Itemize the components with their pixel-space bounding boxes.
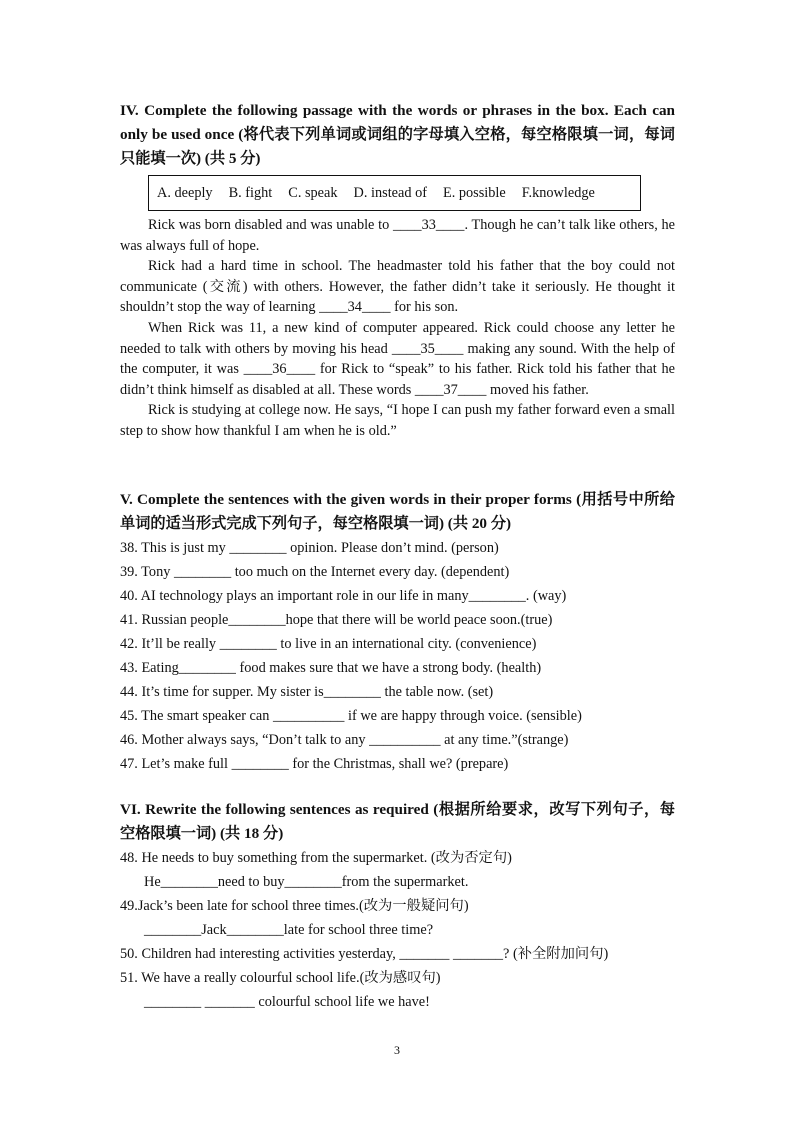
option-c: C. speak — [288, 184, 338, 201]
question-49: 49.Jack’s been late for school three times.(改为一般疑问句) — [120, 898, 469, 914]
question-51: 51. We have a really colourful school life.(改为感叹句) — [120, 970, 441, 986]
question-42: 42. It’ll be really ________ to live in an international city. (convenience) — [120, 636, 537, 652]
passage-paragraph: Rick was born disabled and was unable to ____33____. Though he can’t talk like others, he was always full of hope. — [120, 217, 675, 254]
word-box — [148, 175, 641, 211]
answer-line-51: ________ _______ colourful school life we have! — [144, 994, 430, 1010]
question-47: 47. Let’s make full ________ for the Christmas, shall we? (prepare) — [120, 756, 509, 772]
question-50: 50. Children had interesting activities yesterday, _______ _______? (补全附加问句) — [120, 946, 609, 962]
question-46: 46. Mother always says, “Don’t talk to any __________ at any time.”(strange) — [120, 732, 569, 748]
question-43: 43. Eating________ food makes sure that we have a strong body. (health) — [120, 660, 542, 676]
option-e: E. possible — [442, 184, 506, 201]
question-39: 39. Tony ________ too much on the Internet every day. (dependent) — [120, 564, 510, 580]
question-41: 41. Russian people________hope that there will be world peace soon.(true) — [120, 612, 553, 628]
answer-line-48: He________need to buy________from the supermarket. — [144, 874, 469, 890]
section-iv-heading: IV. Complete the following passage with the words or phrases in the box. Each can only be used once (将代表下列单词或词组的字母填入空格，每空格限填一词，每词只能填一次) (共 5 分) — [120, 102, 675, 167]
page-number: 3 — [394, 1043, 400, 1057]
passage-paragraph: Rick had a hard time in school. The headmaster told his father that the boy could not communicate (交流) with others. However, the father didn’t take it seriously. He thought it shouldn’t stop the way of learning ____34____ for his son. — [120, 258, 675, 316]
question-44: 44. It’s time for supper. My sister is________ the table now. (set) — [120, 684, 494, 700]
option-a: A. deeply — [157, 184, 213, 201]
passage-paragraph: Rick is studying at college now. He says, “I hope I can push my father forward even a small step to show how thankful I am when he is old.” — [120, 402, 675, 439]
question-48: 48. He needs to buy something from the supermarket. (改为否定句) — [120, 850, 512, 866]
section-iv — [120, 99, 675, 442]
question-38: 38. This is just my ________ opinion. Please don’t mind. (person) — [120, 540, 499, 556]
section-v — [120, 488, 675, 776]
question-45: 45. The smart speaker can __________ if we are happy through voice. (sensible) — [120, 708, 582, 724]
question-40: 40. AI technology plays an important role in our life in many________. (way) — [120, 588, 567, 604]
option-b: B. fight — [228, 184, 273, 201]
option-f: F.knowledge — [521, 184, 595, 201]
section-vi — [120, 798, 675, 1014]
section-vi-heading: VI. Rewrite the following sentences as required (根据所给要求，改写下列句子，每空格限填一词) (共 18 分) — [120, 801, 675, 842]
section-v-heading: V. Complete the sentences with the given words in their proper forms (用括号中所给单词的适当形式完成下列句子，每空格限填一词) (共 20 分) — [120, 491, 675, 532]
passage-paragraph: When Rick was 11, a new kind of computer appeared. Rick could choose any letter he needed to talk with others by moving his head ____35____ making any sound. With the help of the computer, it was ____36____ for Rick to “speak” to his father. Rick told his father that he didn’t think himself as disabled at all. These words ____37____ moved his father. — [120, 319, 675, 398]
answer-line-49: ________Jack________late for school three time? — [144, 922, 434, 938]
option-d: D. instead of — [353, 184, 427, 201]
